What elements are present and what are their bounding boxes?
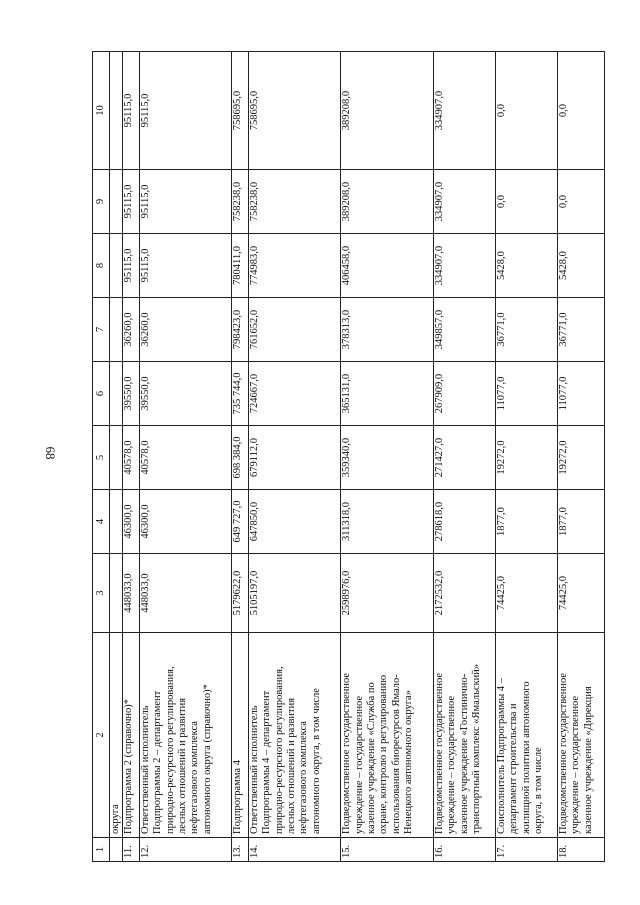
value-text: 74425,0 xyxy=(558,575,570,611)
value-text: 36771,0 xyxy=(495,312,507,347)
value-text: 95115,0 xyxy=(139,184,151,219)
header-cell-3: 3 xyxy=(93,554,110,633)
row-name-line: автономного округа, в том числе xyxy=(310,688,322,834)
value-text: 95115,0 xyxy=(139,248,151,283)
row-name-line: Подведомственное государственное xyxy=(433,672,445,834)
value-cell xyxy=(248,170,341,234)
value-cell xyxy=(123,298,139,362)
row-name-line: казенное учреждение «Гостинично- xyxy=(458,673,470,834)
value-text: 19272,0 xyxy=(495,440,507,475)
header-cell-5: 5 xyxy=(93,426,110,490)
value-cell xyxy=(110,170,123,234)
table-row xyxy=(495,52,557,862)
value-text: 647850,0 xyxy=(248,501,260,542)
value-cell xyxy=(232,170,248,234)
row-name xyxy=(558,633,605,838)
value-cell xyxy=(433,170,495,234)
row-name-line: учреждение – государственное xyxy=(446,695,458,834)
value-text: 365131,0 xyxy=(341,373,353,414)
table-row xyxy=(558,52,605,862)
value-cell xyxy=(433,426,495,490)
value-text: 46300,0 xyxy=(139,504,151,539)
value-text: 267909,0 xyxy=(433,373,445,414)
value-cell xyxy=(433,234,495,298)
value-cell xyxy=(341,426,434,490)
value-text: 11077,0 xyxy=(495,376,507,411)
value-text: 19272,0 xyxy=(558,440,570,475)
value-text: 334907,0 xyxy=(433,90,445,131)
row-name-line: автономного округа (справочно)* xyxy=(201,684,213,834)
value-text: 761652,0 xyxy=(248,309,260,350)
value-text: 39550,0 xyxy=(123,376,135,411)
value-cell xyxy=(110,234,123,298)
value-text: 5105197,0 xyxy=(248,570,260,616)
value-text: 334907,0 xyxy=(433,245,445,286)
value-text: 1877,0 xyxy=(495,507,507,536)
header-cell-4: 4 xyxy=(93,490,110,554)
value-text: 758695,0 xyxy=(232,90,244,131)
row-name-line: Подпрограммы 2 – департамент xyxy=(152,690,164,834)
value-cell xyxy=(341,554,434,633)
row-name-line: лесных отношений и развития xyxy=(176,697,188,834)
value-text: 95115,0 xyxy=(123,248,135,283)
row-name-line: Ответственный исполнитель xyxy=(139,705,151,834)
value-text: 758238,0 xyxy=(232,181,244,222)
row-name-line: казенное учреждение «Дирекция xyxy=(582,686,594,834)
value-cell xyxy=(558,298,605,362)
value-cell xyxy=(495,170,557,234)
value-cell xyxy=(248,554,341,633)
row-number: 11. xyxy=(123,838,139,862)
value-text: 5428,0 xyxy=(558,251,570,280)
value-text: 798423,0 xyxy=(232,309,244,350)
header-cell-6: 6 xyxy=(93,362,110,426)
value-text: 758238,0 xyxy=(248,181,260,222)
row-name-line: лесных отношений и развития xyxy=(285,697,297,834)
row-name xyxy=(110,633,123,838)
value-cell xyxy=(495,362,557,426)
value-text: 95115,0 xyxy=(123,93,135,128)
value-text: 5179622,0 xyxy=(232,570,244,616)
row-name-line: округа, в том числе xyxy=(533,747,545,834)
value-cell xyxy=(232,426,248,490)
table-row xyxy=(139,52,232,862)
value-text: 74425,0 xyxy=(495,575,507,611)
header-cell-2: 2 xyxy=(93,633,110,838)
table-row xyxy=(433,52,495,862)
value-cell xyxy=(433,52,495,170)
row-name-line: Соисполнитель Подпрограммы 4 – xyxy=(495,678,507,834)
value-text: 649 727,0 xyxy=(232,500,244,543)
value-text: 389208,0 xyxy=(341,90,353,131)
value-text: 0,0 xyxy=(495,103,507,118)
value-cell xyxy=(123,554,139,633)
value-text: 0,0 xyxy=(495,194,507,209)
value-text: 448033,0 xyxy=(139,573,151,613)
value-text: 36771,0 xyxy=(558,312,570,347)
value-text: 0,0 xyxy=(558,103,570,118)
header-cell-7: 7 xyxy=(93,298,110,362)
value-cell xyxy=(558,554,605,633)
row-name-line: природно-ресурсного регулирования, xyxy=(164,666,176,834)
value-cell xyxy=(110,298,123,362)
row-name-line: Подпрограммы 4 – департамент xyxy=(261,690,273,834)
value-cell xyxy=(139,170,232,234)
value-cell xyxy=(341,52,434,170)
value-cell xyxy=(232,490,248,554)
row-number: 17. xyxy=(495,838,557,862)
row-name xyxy=(232,633,248,838)
value-cell xyxy=(232,298,248,362)
value-cell xyxy=(248,426,341,490)
value-cell xyxy=(248,362,341,426)
row-name-line: учреждение – государственное xyxy=(570,695,582,834)
value-cell xyxy=(123,234,139,298)
row-name-line: использования биоресурсов Ямало- xyxy=(390,674,402,834)
value-cell xyxy=(139,426,232,490)
value-cell xyxy=(248,298,341,362)
value-cell xyxy=(558,490,605,554)
value-text: 278618,0 xyxy=(433,501,445,542)
value-cell xyxy=(232,234,248,298)
row-name xyxy=(495,633,557,838)
value-text: 774983,0 xyxy=(248,245,260,286)
value-cell xyxy=(495,52,557,170)
header-cell-8: 8 xyxy=(93,234,110,298)
value-text: 11077,0 xyxy=(558,376,570,411)
value-text: 724667,0 xyxy=(248,373,260,414)
value-text: 40578,0 xyxy=(123,440,135,475)
value-cell xyxy=(341,170,434,234)
row-name-line: Подведомственное государственное xyxy=(558,672,570,834)
value-text: 36260,0 xyxy=(123,312,135,347)
row-name-line: казенное учреждение «Служба по xyxy=(366,682,378,834)
row-number xyxy=(110,838,123,862)
value-text: 780411,0 xyxy=(232,246,244,285)
value-text: 36260,0 xyxy=(139,312,151,347)
table-row xyxy=(123,52,139,862)
value-text: 698 384,0 xyxy=(232,436,244,479)
value-text: 40578,0 xyxy=(139,440,151,475)
row-number: 12. xyxy=(139,838,232,862)
value-text: 389208,0 xyxy=(341,181,353,222)
page-number: 68 xyxy=(43,446,58,460)
value-cell xyxy=(558,362,605,426)
value-text: 0,0 xyxy=(558,194,570,209)
row-number: 15. xyxy=(341,838,434,862)
table-row xyxy=(232,52,248,862)
value-cell xyxy=(495,554,557,633)
value-cell xyxy=(139,234,232,298)
row-name-line: природно-ресурсного регулирования, xyxy=(273,666,285,834)
value-text: 1877,0 xyxy=(558,507,570,536)
value-cell xyxy=(248,490,341,554)
value-cell xyxy=(232,554,248,633)
value-text: 39550,0 xyxy=(139,376,151,411)
budget-table xyxy=(92,51,605,862)
value-cell xyxy=(139,52,232,170)
value-text: 349857,0 xyxy=(433,309,445,350)
value-cell xyxy=(123,52,139,170)
table-row xyxy=(248,52,341,862)
value-cell xyxy=(433,490,495,554)
header-cell-9: 9 xyxy=(93,170,110,234)
row-number: 18. xyxy=(558,838,605,862)
value-cell xyxy=(232,362,248,426)
rotated-table-container xyxy=(92,52,605,862)
row-name-line: жилищной политики автономного xyxy=(520,681,532,834)
value-cell xyxy=(110,554,123,633)
value-cell xyxy=(341,234,434,298)
row-name-line: транспортный комплекс «Ямальский» xyxy=(470,663,482,834)
value-text: 2598976,0 xyxy=(341,570,353,616)
row-name-line: Ответственный исполнитель xyxy=(248,705,260,834)
value-text: 378313,0 xyxy=(341,309,353,350)
table-row xyxy=(110,52,123,862)
value-text: 271427,0 xyxy=(433,437,445,478)
value-text: 406458,0 xyxy=(341,245,353,286)
value-cell xyxy=(123,362,139,426)
header-cell-1: 1 xyxy=(93,838,110,862)
row-name xyxy=(139,633,232,838)
value-cell xyxy=(495,234,557,298)
value-text: 46300,0 xyxy=(123,504,135,539)
value-text: 311318,0 xyxy=(341,502,353,541)
header-row xyxy=(93,52,110,862)
value-text: 95115,0 xyxy=(139,93,151,128)
value-cell xyxy=(248,52,341,170)
row-name-line: округа xyxy=(110,804,121,834)
row-name-line: учреждение – государственное xyxy=(353,695,365,834)
row-name xyxy=(248,633,341,838)
row-name xyxy=(341,633,434,838)
value-cell xyxy=(341,362,434,426)
value-cell xyxy=(110,52,123,170)
value-cell xyxy=(495,426,557,490)
row-name-line: Подведомственное государственное xyxy=(341,672,353,834)
row-name xyxy=(123,633,139,838)
row-number: 14. xyxy=(248,838,341,862)
value-cell xyxy=(433,298,495,362)
value-cell xyxy=(123,426,139,490)
value-cell xyxy=(110,490,123,554)
value-cell xyxy=(341,490,434,554)
value-cell xyxy=(558,52,605,170)
value-cell xyxy=(558,426,605,490)
value-cell xyxy=(123,490,139,554)
value-cell xyxy=(123,170,139,234)
value-cell xyxy=(558,234,605,298)
value-cell xyxy=(139,298,232,362)
value-cell xyxy=(495,298,557,362)
value-text: 758695,0 xyxy=(248,90,260,131)
row-name-line: Подпрограмма 2 (справочно)* xyxy=(123,698,135,834)
value-cell xyxy=(248,234,341,298)
row-name-line: департамент строительства и xyxy=(508,703,520,834)
row-name-line: нефтегазового комплекса xyxy=(189,721,201,834)
row-name-line: Подпрограмма 4 xyxy=(232,760,244,834)
row-name-line: Ненецкого автономного округа» xyxy=(403,690,415,834)
value-cell xyxy=(139,490,232,554)
value-text: 448033,0 xyxy=(123,573,135,613)
table-row xyxy=(341,52,434,862)
row-number: 16. xyxy=(433,838,495,862)
value-cell xyxy=(139,362,232,426)
value-text: 359340,0 xyxy=(341,437,353,478)
value-cell xyxy=(433,554,495,633)
row-name-line: охране, контролю и регулированию xyxy=(378,674,390,834)
value-cell xyxy=(495,490,557,554)
value-cell xyxy=(110,426,123,490)
value-text: 2172532,0 xyxy=(433,570,445,616)
value-text: 679112,0 xyxy=(248,438,260,477)
value-text: 95115,0 xyxy=(123,184,135,219)
value-text: 735 744,0 xyxy=(232,372,244,415)
value-cell xyxy=(232,52,248,170)
value-text: 5428,0 xyxy=(495,251,507,280)
value-cell xyxy=(433,362,495,426)
value-text: 334907,0 xyxy=(433,181,445,222)
header-cell-10: 10 xyxy=(93,52,110,170)
value-cell xyxy=(110,362,123,426)
value-cell xyxy=(341,298,434,362)
row-number: 13. xyxy=(232,838,248,862)
value-cell xyxy=(558,170,605,234)
row-name xyxy=(433,633,495,838)
row-name-line: нефтегазового комплекса xyxy=(298,721,310,834)
value-cell xyxy=(139,554,232,633)
